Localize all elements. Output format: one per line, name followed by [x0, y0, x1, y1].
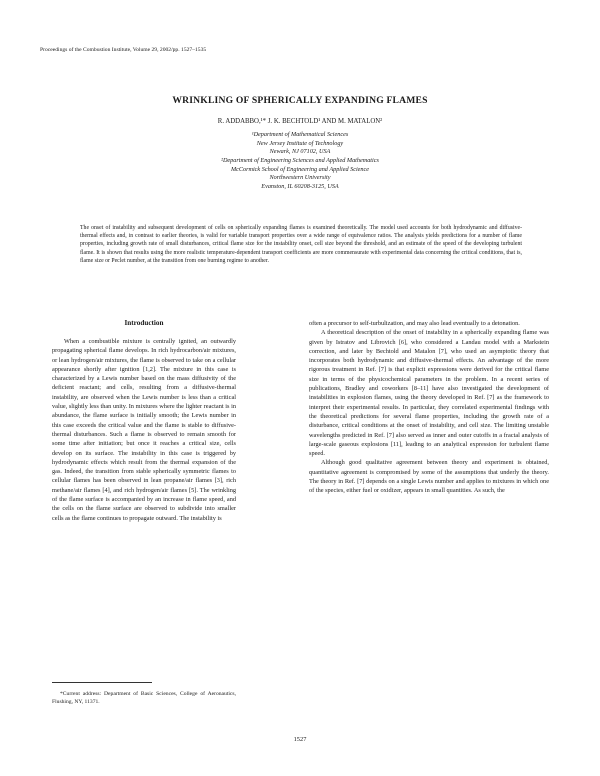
body-paragraph: often a precursor to self-turbulization, and may also lead eventually to a detonation.	[309, 320, 520, 327]
abstract: The onset of instability and subsequent development of cells on spherically expanding flames is examined theoretically. The model used accounts for both hydrodynamic and diffusive-thermal effects and, in contrast to earlier theories, is valid for variable transport properties over a wide range of equivalence ratios. The analysis yields predictions for a number of flame properties, including growth rate of small disturbances, critical flame size for the instability onset, cell size beyond the threshold, and an estimate of the speed of the developing turbulent flame. It is shown that results using the more realistic temperature-dependent transport coefficients are more commensurate with experimental data concerning the critical conditions, that is, flame size or Peclet number, at the transition from one burning regime to another.	[80, 225, 522, 264]
footnote-text: *Current address: Department of Basic Sciences, College of Aeronautics, Flushing, NY, 11371.	[52, 691, 236, 705]
affiliation-line: New Jersey Institute of Technology	[256, 139, 344, 147]
affiliation-1	[0, 131, 600, 157]
body-column-left	[52, 337, 236, 573]
section-heading-introduction: Introduction	[124, 319, 164, 327]
footnote-rule	[52, 682, 152, 683]
affiliation-line: McCormick School of Engineering and Applied Science	[230, 165, 370, 173]
affiliation-line: ²Department of Engineering Sciences and Applied Mathematics	[221, 157, 379, 164]
affiliation-line: ¹Department of Mathematical Sciences	[251, 131, 349, 138]
footnote	[52, 690, 236, 706]
body-paragraph: Although good qualitative agreement between theory and experiment is obtained, quantitative agreement is compromised by some of the assumptions that underly the theory. The theory in Ref. [7] depends on a single Lewis number and applies to mixtures in which one of the species, either fuel or oxidizer, appears in small quantities. As such, the	[309, 459, 549, 495]
paper-title: WRINKLING OF SPHERICALLY EXPANDING FLAMES	[172, 95, 428, 106]
running-head: Proceedings of the Combustion Institute, Volume 29, 2002/pp. 1527–1535	[40, 47, 207, 53]
body-column-right	[309, 319, 549, 496]
body-paragraph: A theoretical description of the onset of instability in a spherically expanding flame was given by Istratov and Librovich [6], who considered a Landau model with a Markstein correction, and later by Bechtold and Matalon [7], who used an asymptotic theory that incorporates both hydrodynamic and diffusive-thermal effects. An advantage of the more rigorous treatment in Ref. [7] is that explicit expressions were derived for the critical flame size in terms of the physicochemical parameters in the problem. In a recent series of publications, Bradley and coworkers [8–11] have also investigated the development of instabilities in explosion flames, using the theory developed in Ref. [7] as the framework to interpret their experimental results. In particular, they correlated experimental findings with the theoretical predictions for several flame properties, including the growth rate of a disturbance, critical conditions at the onset of instability, and cell size. The limiting unstable wavelengths predicted in Ref. [7] also served as inner and outer cutoffs in a fractal analysis of large-scale gaseous explosions [11], leading to an analytical expression for turbulent flame speed.	[309, 329, 549, 458]
author-list: R. ADDABBO,¹* J. K. BECHTOLD¹ AND M. MATALON²	[217, 118, 383, 125]
affiliation-line: Newark, NJ 07102, USA	[269, 148, 331, 156]
page-number: 1527	[293, 736, 307, 743]
affiliation-2	[0, 157, 600, 191]
affiliation-line: Northwestern University	[269, 174, 331, 182]
affiliation-line: Evanston, IL 60208-3125, USA	[261, 182, 339, 190]
body-paragraph: When a combustible mixture is centrally ignited, an outwardly propagating spherical flame develops. In rich hydrocarbon/air mixtures, or lean hydrogen/air mixtures, the flame is observed to take on a cellular appearance shortly after ignition [1,2]. The mixture in this case is characterized by a Lewis number based on the mass diffusivity of the deficient reactant; and cells, resulting from a diffusive-thermal instability, are observed when the Lewis number is less than a critical value, slightly less than unity. In mixtures where the lighter reactant is in abundance, the flame surface is initially smooth; the Lewis number in this case exceeds the critical value and the flame is stable to diffusive-thermal disturbances. Such a flame is observed to remain smooth for some time after initiation; but once it reaches a critical size, cells develop on its surface. The instability in this case is triggered by hydrodynamic effects which result from the thermal expansion of the gas. Indeed, the transition from stable spherically symmetric flames to cellular flames has been observed in lean propane/air flames [3], rich methane/air flames [4], and rich hydrogen/air flames [5]. The wrinkling of the flame surface is accompanied by an increase in flame speed, and the cells on the flame surface are observed to subdivide into smaller cells as the flame continues to propagate outward. The instability is	[52, 338, 236, 522]
